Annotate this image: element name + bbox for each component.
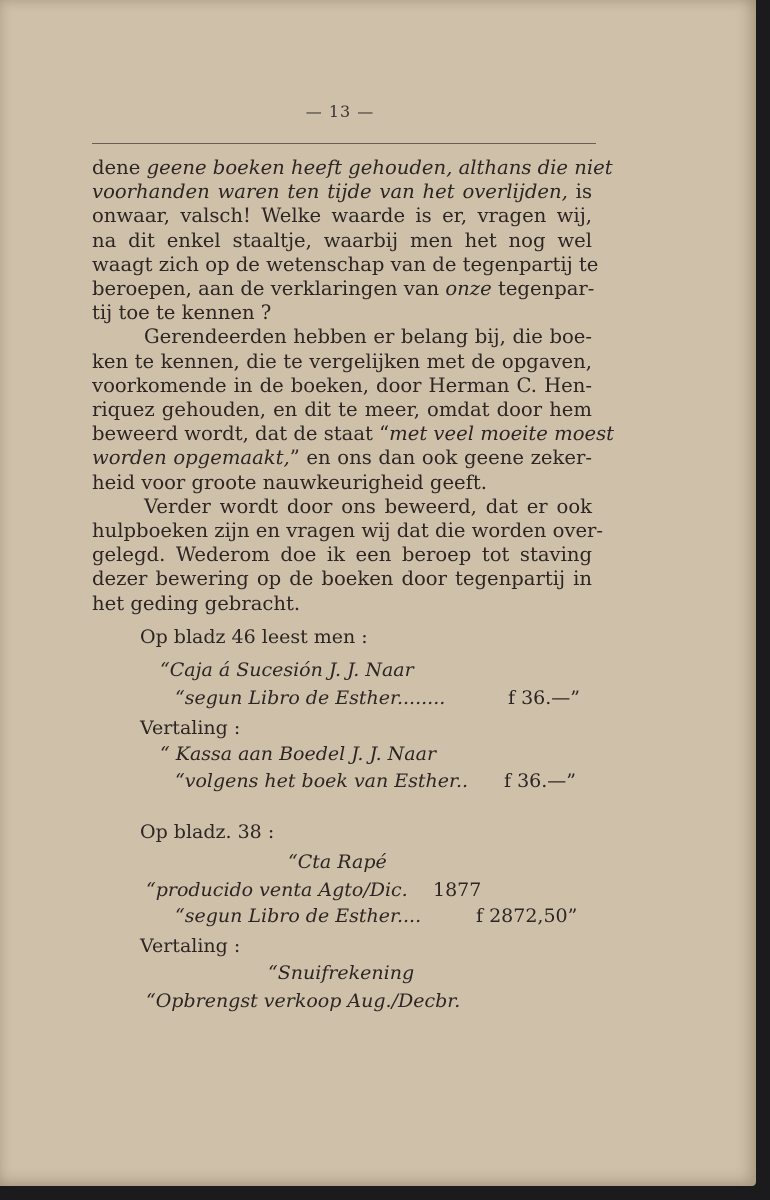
paragraph-2 xyxy=(92,325,615,494)
p2-line-2: ken te kennen, die te vergelijken met de opgaven, xyxy=(92,349,592,373)
p1-line-5: waagt zich op de wetenschap van de tegenpartij te xyxy=(92,252,599,276)
header-rule xyxy=(92,143,596,144)
quote1-vertaling-label: Vertaling : xyxy=(140,717,241,739)
body-text xyxy=(92,156,615,616)
p1-line-1 xyxy=(92,156,613,180)
p1-line-3: onwaar, valsch! Welke waarde is er, vragen wij, xyxy=(92,204,592,228)
p1-l6-roman-end: tegenpar- xyxy=(491,277,595,301)
quote1-line-2: “segun Libro de Esther........ xyxy=(175,687,446,709)
quote1-vline-1: “ Kassa aan Boedel J. J. Naar xyxy=(160,743,437,765)
p1-line-4: na dit enkel staaltje, waarbij men het nog wel xyxy=(92,228,592,252)
p1-l2-roman: is xyxy=(567,180,592,204)
p2-l6-italic: worden opgemaakt, xyxy=(92,446,290,470)
p2-line-7: heid voor groote nauwkeurigheid geeft. xyxy=(92,470,488,494)
quote2-line-2: “producido venta Agto/Dic. xyxy=(146,879,408,901)
p2-line-5 xyxy=(92,422,615,446)
p3-line-3: gelegd. Wederom doe ik een beroep tot staving xyxy=(92,543,592,567)
p2-line-3: voorkomende in de boeken, door Herman C. Hen- xyxy=(92,373,592,397)
quote2-vertaling-label: Vertaling : xyxy=(140,935,241,957)
p3-line-4: dezer bewering op de boeken door tegenpartij in xyxy=(92,567,592,591)
quote2-intro: Op bladz. 38 : xyxy=(140,821,275,843)
p2-line-4: riquez gehouden, en dit te meer, omdat door hem xyxy=(92,398,592,422)
paragraph-1 xyxy=(92,156,613,325)
p1-l2-italic: voorhanden waren ten tijde van het overlijden, xyxy=(92,180,568,204)
p2-l5-italic: met veel moeite moest xyxy=(389,422,615,446)
quote1-vline-2-amount: f 36.—” xyxy=(504,770,577,792)
page-number: — 13 — xyxy=(305,102,375,121)
p2-line-1: Gerendeerden hebben er belang bij, die boe- xyxy=(144,325,592,349)
p3-line-5: het geding gebracht. xyxy=(92,591,301,615)
p1-l1-italic: geene boeken heeft gehouden, althans die niet xyxy=(146,156,613,179)
p1-l1-roman: dene xyxy=(92,156,147,179)
quote2-line-1: “Cta Rapé xyxy=(288,851,387,873)
quote2-line-3-amount: f 2872,50” xyxy=(476,905,578,927)
quote2-line-2-year: 1877 xyxy=(433,879,482,901)
quote1-vline-2: “volgens het boek van Esther.. xyxy=(175,770,469,792)
p2-l6-roman: ” en ons dan ook geene zeker- xyxy=(289,446,592,470)
p1-l6-roman: beroepen, aan de verklaringen van xyxy=(92,277,446,301)
p1-l6-italic: onze xyxy=(445,277,492,301)
quote1-line-2-amount: f 36.—” xyxy=(508,687,581,709)
p2-line-6 xyxy=(92,446,592,470)
p1-line-6 xyxy=(92,277,595,301)
p3-line-1: Verder wordt door ons beweerd, dat er ook xyxy=(144,494,592,518)
p3-line-2: hulpboeken zijn en vragen wij dat die worden over- xyxy=(92,519,604,543)
paragraph-3 xyxy=(92,494,604,616)
quote2-vline-2: “Opbrengst verkoop Aug./Decbr. xyxy=(146,990,461,1012)
quote2-line-3: “segun Libro de Esther.... xyxy=(175,905,422,927)
quote1-intro: Op bladz 46 leest men : xyxy=(140,626,368,648)
p2-l5-roman: beweerd wordt, dat de staat “ xyxy=(92,422,390,446)
p1-line-2 xyxy=(92,180,592,204)
quote2-vline-1: “Snuifrekening xyxy=(268,962,415,984)
p1-line-7: tij toe te kennen ? xyxy=(92,301,272,325)
quote1-line-1: “Caja á Sucesión J. J. Naar xyxy=(160,659,414,681)
